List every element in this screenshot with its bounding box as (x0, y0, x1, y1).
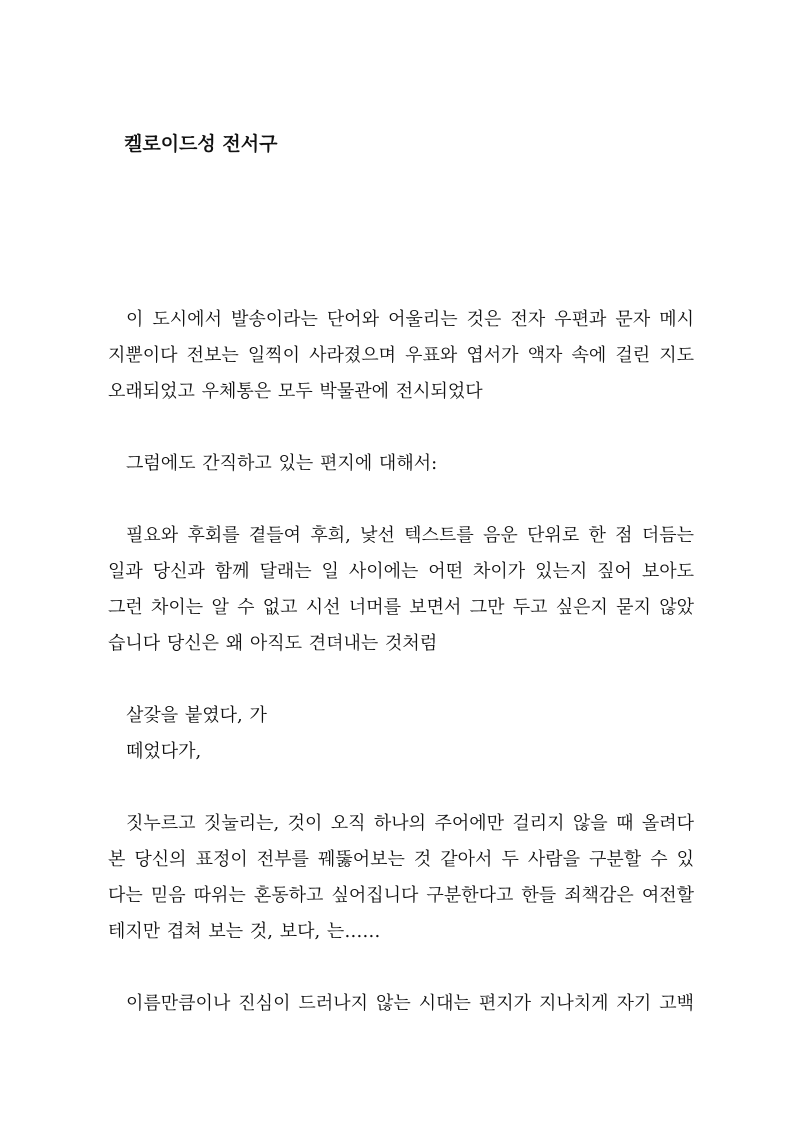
text-line: 다는 믿음 따위는 혼동하고 싶어집니다 구분한다고 한들 죄책감은 여전할 (108, 885, 694, 906)
text-line: 그런 차이는 알 수 없고 시선 너머를 보면서 그만 두고 싶은지 묻지 않았 (108, 597, 694, 618)
text-line: 이 도시에서 발송이라는 단어와 어울리는 것은 전자 우편과 문자 메시 (126, 309, 694, 330)
document-body (108, 302, 694, 1058)
text-line: 본 당신의 표정이 전부를 꿰뚫어보는 것 같아서 두 사람을 구분할 수 있 (108, 849, 694, 870)
text-line: 짓누르고 짓눌리는, 것이 오직 하나의 주어에만 걸리지 않을 때 올려다 (126, 813, 694, 834)
document-title: 켈로이드성 전서구 (124, 133, 278, 155)
text-line: 지뿐이다 전보는 일찍이 사라졌으며 우표와 엽서가 액자 속에 걸린 지도 (108, 345, 694, 366)
text-line: 살갗을 붙였다, 가 (126, 705, 267, 726)
text-line: 오래되었고 우체통은 모두 박물관에 전시되었다 (108, 381, 483, 402)
text-line: 필요와 후회를 곁들여 후희, 낯선 텍스트를 음운 단위로 한 점 더듬는 (126, 525, 694, 546)
text-line: 테지만 겹쳐 보는 것, 보다, 는…… (108, 921, 381, 942)
text-line: 습니다 당신은 왜 아직도 견뎌내는 것처럼 (108, 633, 438, 654)
paragraph-2 (108, 446, 694, 482)
paragraph-3 (108, 518, 694, 662)
paragraph-1 (108, 302, 694, 410)
text-line: 일과 당신과 함께 달래는 일 사이에는 어떤 차이가 있는지 짚어 보아도 (108, 561, 694, 582)
text-line: 떼었다가, (126, 741, 202, 762)
paragraph-4 (108, 698, 694, 770)
paragraph-5 (108, 806, 694, 950)
paragraph-6 (108, 986, 694, 1022)
text-line: 그럼에도 간직하고 있는 편지에 대해서: (126, 453, 438, 474)
text-line: 이름만큼이나 진심이 드러나지 않는 시대는 편지가 지나치게 자기 고백 (126, 993, 694, 1014)
